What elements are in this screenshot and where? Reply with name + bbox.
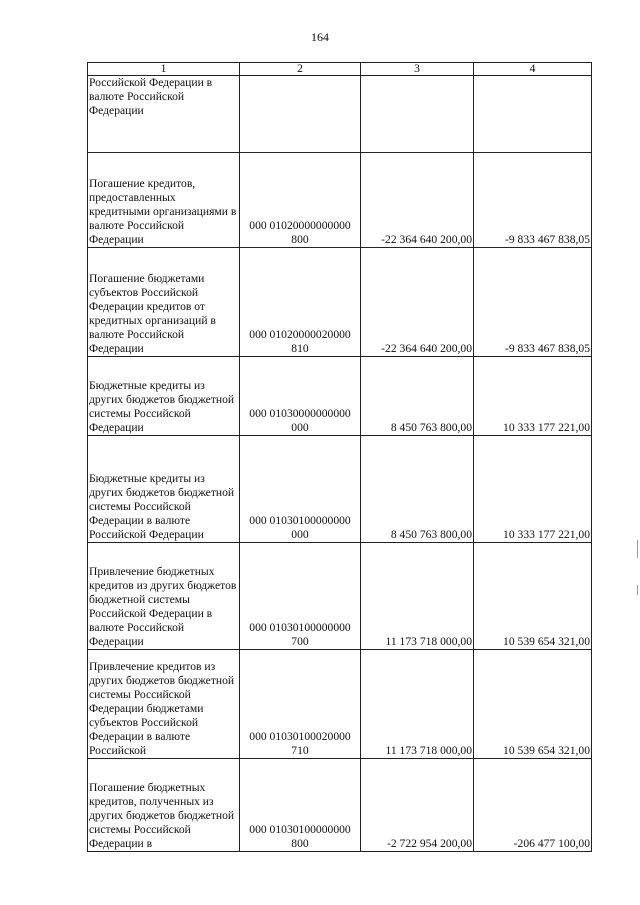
row-name: Российской Федерации в валюте Российской Федерации — [88, 76, 240, 153]
row-name: Бюджетные кредиты из других бюджетов бюджетной системы Российской Федерации — [88, 357, 240, 436]
row-code: 000 01020000020000 810 — [240, 248, 361, 357]
row-code — [240, 76, 361, 153]
row-name: Погашение бюджетами субъектов Российской Федерации кредитов от кредитных организаций в валюте Российской Федерации — [88, 248, 240, 357]
scan-edge-mark — [637, 540, 638, 558]
row-col4: 10 333 177 221,00 — [474, 357, 592, 436]
header-col-3: 3 — [361, 63, 474, 76]
budget-table — [87, 62, 592, 852]
table-row — [88, 650, 592, 759]
row-code: 000 01020000000000 800 — [240, 153, 361, 248]
table-row — [88, 76, 592, 153]
row-col3: -2 722 954 200,00 — [361, 759, 474, 852]
row-col3: 11 173 718 000,00 — [361, 543, 474, 650]
row-col3: 8 450 763 800,00 — [361, 436, 474, 543]
row-col4: -9 833 467 838,05 — [474, 153, 592, 248]
table-row — [88, 759, 592, 852]
row-col4: -9 833 467 838,05 — [474, 248, 592, 357]
header-col-2: 2 — [240, 63, 361, 76]
row-col4: 10 539 654 321,00 — [474, 543, 592, 650]
row-code: 000 01030100000000 000 — [240, 436, 361, 543]
row-col3: -22 364 640 200,00 — [361, 153, 474, 248]
table-row — [88, 153, 592, 248]
row-name: Бюджетные кредиты из других бюджетов бюджетной системы Российской Федерации в валюте Российской Федерации — [88, 436, 240, 543]
page-number: 164 — [311, 30, 329, 44]
row-col4: 10 333 177 221,00 — [474, 436, 592, 543]
table-row — [88, 248, 592, 357]
header-row — [88, 63, 592, 76]
row-col3: 8 450 763 800,00 — [361, 357, 474, 436]
table-row — [88, 436, 592, 543]
row-code: 000 01030100000000 700 — [240, 543, 361, 650]
row-col4 — [474, 76, 592, 153]
row-name: Привлечение кредитов из других бюджетов бюджетной системы Российской Федерации бюджетами субъектов Российской Федерации в валюте Российской — [88, 650, 240, 759]
header-col-4: 4 — [474, 63, 592, 76]
row-col3: 11 173 718 000,00 — [361, 650, 474, 759]
header-col-1: 1 — [88, 63, 240, 76]
table-row — [88, 357, 592, 436]
table-row — [88, 543, 592, 650]
row-name: Погашение кредитов, предоставленных кредитными организациями в валюте Российской Федерации — [88, 153, 240, 248]
row-col4: 10 539 654 321,00 — [474, 650, 592, 759]
scan-edge-mark — [637, 585, 638, 595]
row-col4: -206 477 100,00 — [474, 759, 592, 852]
row-name: Привлечение бюджетных кредитов из других бюджетов бюджетной системы Российской Федерации в валюте Российской Федерации — [88, 543, 240, 650]
row-code: 000 01030100000000 800 — [240, 759, 361, 852]
row-col3 — [361, 76, 474, 153]
row-col3: -22 364 640 200,00 — [361, 248, 474, 357]
row-code: 000 01030100020000 710 — [240, 650, 361, 759]
row-code: 000 01030000000000 000 — [240, 357, 361, 436]
row-name: Погашение бюджетных кредитов, полученных из других бюджетов бюджетной системы Российской Федерации в — [88, 759, 240, 852]
